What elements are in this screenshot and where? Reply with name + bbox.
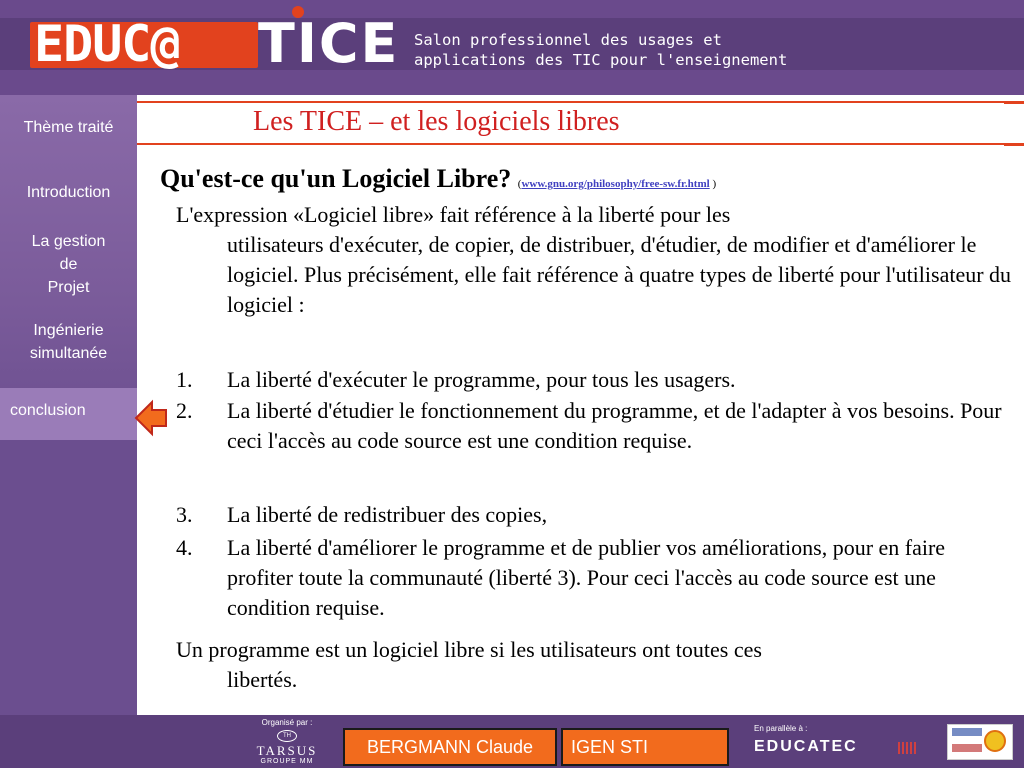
sidebar-item-label: Projet: [47, 279, 90, 296]
organizer-mark-icon: TH: [277, 730, 297, 742]
flag-icon: [952, 728, 982, 752]
organizer-group: GROUPE MM: [260, 758, 314, 765]
source-open: (: [517, 178, 522, 190]
sidebar-item-label: de: [59, 256, 78, 273]
organizer-name: TARSUS: [256, 743, 318, 758]
intro-paragraph: [176, 200, 1016, 320]
source-link[interactable]: www.gnu.org/philosophy/free-sw.fr.html: [521, 178, 710, 190]
list-item: [176, 396, 1016, 456]
organizer-logo: [246, 718, 328, 766]
sidebar-item-label: simultanée: [29, 345, 108, 362]
educatec-mark-icon: [898, 742, 916, 754]
list-item: [176, 500, 1016, 530]
header-tagline: [414, 30, 787, 70]
tagline-line-1: Salon professionnel des usages et: [414, 31, 722, 49]
intro-continuation: utilisateurs d'exécuter, de copier, de distribuer, d'étudier, de modifier et d'améliorer le logiciel. Plus précisément, elle fait référence à quatre types de liberté pour l'utilisateur du logiciel :: [227, 232, 1012, 317]
tagline-line-2: applications des TIC pour l'enseignement: [414, 51, 788, 69]
sidebar-item-ingenierie[interactable]: [0, 319, 137, 365]
sidebar-item-label: Ingénierie: [33, 322, 104, 339]
conclusion-continuation: libertés.: [227, 667, 298, 692]
sidebar-item-conclusion[interactable]: conclusion: [0, 388, 137, 440]
list-item: [176, 365, 1016, 395]
slide-title: Les TICE – et les logiciels libres: [253, 106, 620, 137]
logo-tice: TICE: [258, 12, 400, 75]
list-text: La liberté d'exécuter le programme, pour tous les usagers.: [227, 367, 736, 392]
sidebar-item-introduction[interactable]: Introduction: [26, 184, 111, 201]
list-number: 1.: [176, 367, 193, 392]
intro-line-1: L'expression «Logiciel libre» fait référence à la liberté pour les: [176, 202, 731, 227]
list-text: La liberté de redistribuer des copies,: [227, 502, 548, 527]
title-rule-bottom: [137, 143, 1004, 145]
organized-by-label: Organisé par :: [261, 718, 313, 727]
current-section-arrow-icon: [134, 398, 168, 438]
conclusion-paragraph: [176, 635, 1016, 695]
sidebar-item-theme[interactable]: Thème traité: [23, 119, 114, 136]
education-emblem-icon: [984, 730, 1006, 752]
list-text: La liberté d'étudier le fonctionnement du programme, et de l'adapter à vos besoins. Pour ceci l'accès au code source est une condition requise.: [227, 398, 1002, 453]
sidebar-item-gestion-projet[interactable]: [0, 230, 137, 299]
logo-educ: EDUC@: [34, 15, 180, 73]
list-number: 2.: [176, 398, 193, 423]
section-heading: [160, 162, 716, 201]
sidebar-item-label: La gestion: [31, 233, 106, 250]
title-tick-top: [1004, 101, 1024, 104]
list-text: La liberté d'améliorer le programme et de publier vos améliorations, pour en faire profiter toute la communauté (liberté 3). Pour ceci l'accès au code source est une condition requise.: [227, 535, 946, 620]
list-number: 4.: [176, 535, 193, 560]
title-rule-top: [137, 101, 1004, 103]
source-close: ): [709, 178, 717, 190]
conclusion-line-1: Un programme est un logiciel libre si les utilisateurs ont toutes ces: [176, 637, 762, 662]
department-badge: IGEN STI: [561, 728, 729, 766]
title-tick-bottom: [1004, 143, 1024, 146]
author-badge: BERGMANN Claude: [343, 728, 557, 766]
parallel-label: En parallèle à :: [754, 724, 808, 733]
list-number: 3.: [176, 502, 193, 527]
heading-text: Qu'est-ce qu'un Logiciel Libre?: [160, 164, 512, 193]
list-item: [176, 533, 1016, 623]
educatec-logo: EDUCATEC: [754, 738, 858, 755]
